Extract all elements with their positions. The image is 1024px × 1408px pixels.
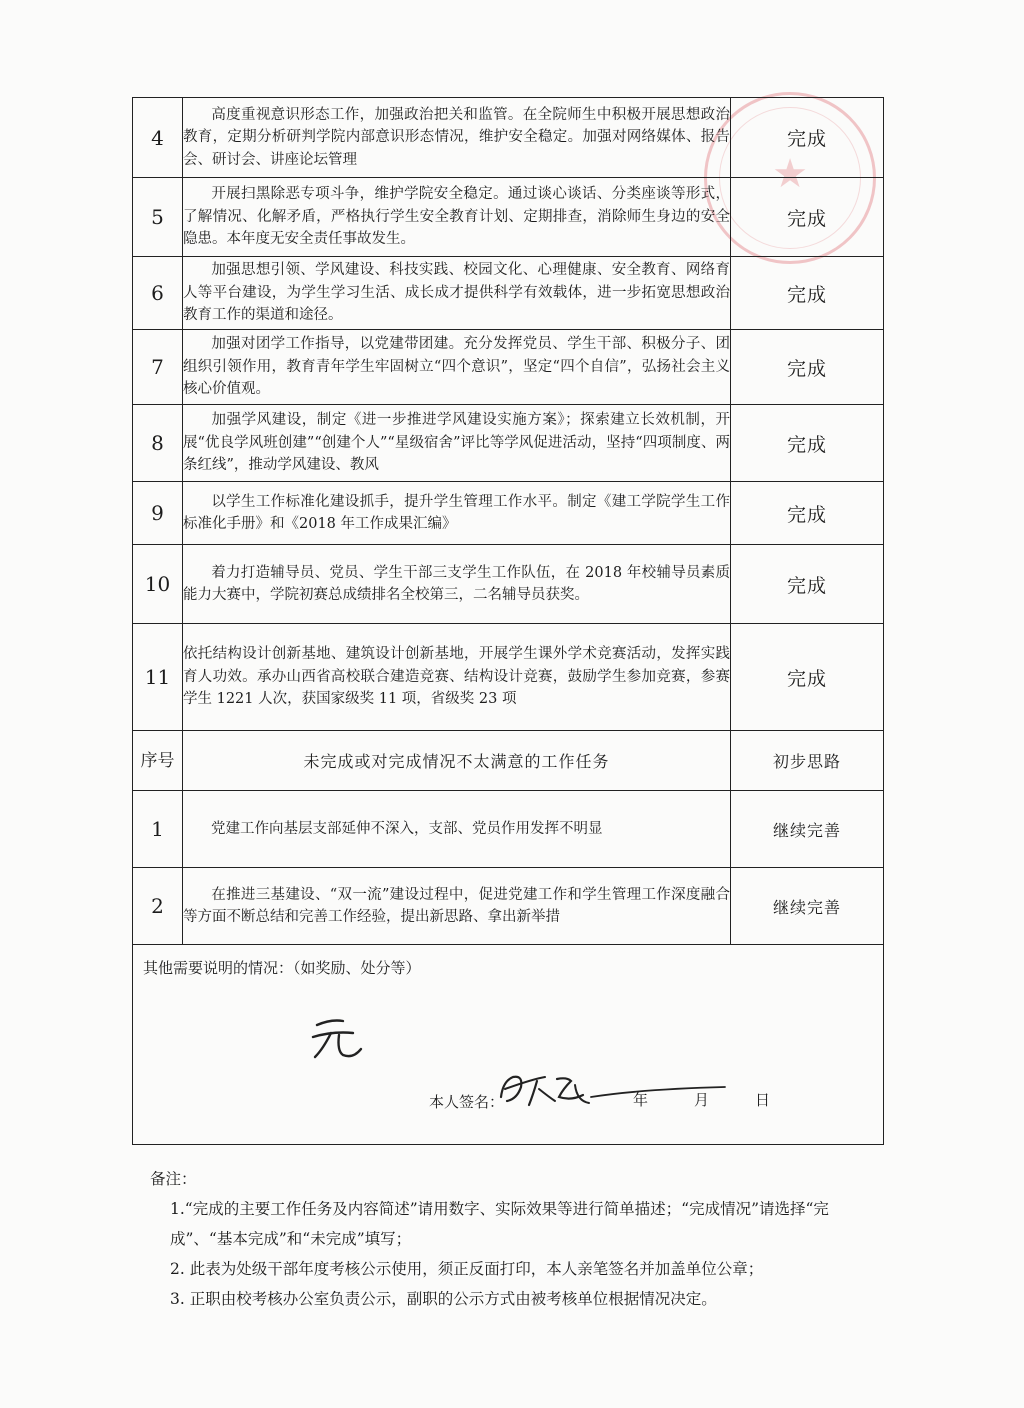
- task-description: 加强对团学工作指导，以党建带团建。充分发挥党员、学生干部、积极分子、团组织引领作用，教育青年学生牢固树立“四个意识”，坚定“四个自信”，弘扬社会主义核心价值观。: [183, 330, 731, 405]
- other-notes-cell: [133, 945, 884, 1145]
- initial-idea: 继续完善: [731, 791, 884, 868]
- task-description: 党建工作向基层支部延伸不深入，支部、党员作用发挥不明显: [183, 791, 731, 868]
- table-row: [133, 178, 884, 257]
- note-item: 2. 此表为处级干部年度考核公示使用，须正反面打印，本人亲笔签名并加盖单位公章；: [170, 1260, 764, 1278]
- table-row: [133, 624, 884, 731]
- row-number: 4: [133, 98, 183, 178]
- row-number: 9: [133, 482, 183, 545]
- table-row: [133, 330, 884, 405]
- task-description: 开展扫黑除恶专项斗争，维护学院安全稳定。通过谈心谈话、分类座谈等形式，了解情况、化解矛盾，严格执行学生安全教育计划、定期排查，消除师生身边的安全隐患。本年度无安全责任事故发生。: [183, 178, 731, 257]
- date-day-label: 日: [755, 1091, 771, 1109]
- table-row: [133, 868, 884, 945]
- other-notes-row: [133, 945, 884, 1145]
- unfinished-header-row: [133, 731, 884, 791]
- other-notes-title: 其他需要说明的情况：（如奖励、处分等）: [143, 959, 421, 977]
- completion-status: 完成: [731, 545, 884, 624]
- note-item: 3. 正职由校考核办公室负责公示，副职的公示方式由被考核单位根据情况决定。: [170, 1290, 717, 1308]
- signature-label: 本人签名：: [429, 1093, 505, 1111]
- table-row: [133, 98, 884, 178]
- row-number: 7: [133, 330, 183, 405]
- date-month-label: 月: [694, 1091, 710, 1109]
- task-description: 加强学风建设，制定《进一步推进学风建设实施方案》；探索建立长效机制，开展“优良学风班创建”“创建个人”“星级宿舍”评比等学风促进活动，坚持“四项制度、两条红线”，推动学风建设、教风: [183, 405, 731, 482]
- completion-status: 完成: [731, 257, 884, 330]
- column-header-task: 未完成或对完成情况不太满意的工作任务: [183, 731, 731, 791]
- handwritten-content: [309, 1015, 369, 1063]
- column-header-idea: 初步思路: [731, 731, 884, 791]
- completion-status: 完成: [731, 330, 884, 405]
- date-year-label: 年: [633, 1091, 649, 1109]
- row-number: 2: [133, 868, 183, 945]
- row-number: 11: [133, 624, 183, 731]
- task-description: 高度重视意识形态工作，加强政治把关和监管。在全院师生中积极开展思想政治教育，定期分析研判学院内部意识形态情况，维护安全稳定。加强对网络媒体、报告会、研讨会、讲座论坛管理: [183, 98, 731, 178]
- task-description: 在推进三基建设、“双一流”建设过程中，促进党建工作和学生管理工作深度融合等方面不断总结和完善工作经验，提出新思路、拿出新举措: [183, 868, 731, 945]
- completion-status: 完成: [731, 98, 884, 178]
- notes-section: [150, 1164, 890, 1314]
- task-description: 依托结构设计创新基地、建筑设计创新基地，开展学生课外学术竞赛活动，发挥实践育人功效。承办山西省高校联合建造竞赛、结构设计竞赛，鼓励学生参加竞赛，参赛学生 1221 人次，获国家级奖 11 项，省级奖 23 项: [183, 624, 731, 731]
- row-number: 5: [133, 178, 183, 257]
- note-item: 1.“完成的主要工作任务及内容简述”请用数字、实际效果等进行简单描述；“完成情况”请选择“完成”、“基本完成”和“未完成”填写；: [170, 1200, 829, 1248]
- completion-status: 完成: [731, 482, 884, 545]
- seal-star-icon: ★: [772, 151, 808, 197]
- task-description: 加强思想引领、学风建设、科技实践、校园文化、心理健康、安全教育、网络育人等平台建设，为学生学习生活、成长成才提供科学有效载体，进一步拓宽思想政治教育工作的渠道和途径。: [183, 257, 731, 330]
- table-row: [133, 405, 884, 482]
- work-table: [132, 97, 884, 1145]
- table-row: [133, 791, 884, 868]
- notes-heading: 备注：: [150, 1170, 197, 1188]
- signature-date: [633, 1089, 816, 1110]
- row-number: 6: [133, 257, 183, 330]
- completion-status: 完成: [731, 405, 884, 482]
- table-row: [133, 482, 884, 545]
- task-description: 着力打造辅导员、党员、学生干部三支学生工作队伍，在 2018 年校辅导员素质能力大赛中，学院初赛总成绩排名全校第三，二名辅导员获奖。: [183, 545, 731, 624]
- completion-status: 完成: [731, 178, 884, 257]
- task-description: 以学生工作标准化建设抓手，提升学生管理工作水平。制定《建工学院学生工作标准化手册》和《2018 年工作成果汇编》: [183, 482, 731, 545]
- column-header-number: 序号: [133, 731, 183, 791]
- row-number: 1: [133, 791, 183, 868]
- table-row: [133, 545, 884, 624]
- table-row: [133, 257, 884, 330]
- completion-status: 完成: [731, 624, 884, 731]
- row-number: 8: [133, 405, 183, 482]
- row-number: 10: [133, 545, 183, 624]
- initial-idea: 继续完善: [731, 868, 884, 945]
